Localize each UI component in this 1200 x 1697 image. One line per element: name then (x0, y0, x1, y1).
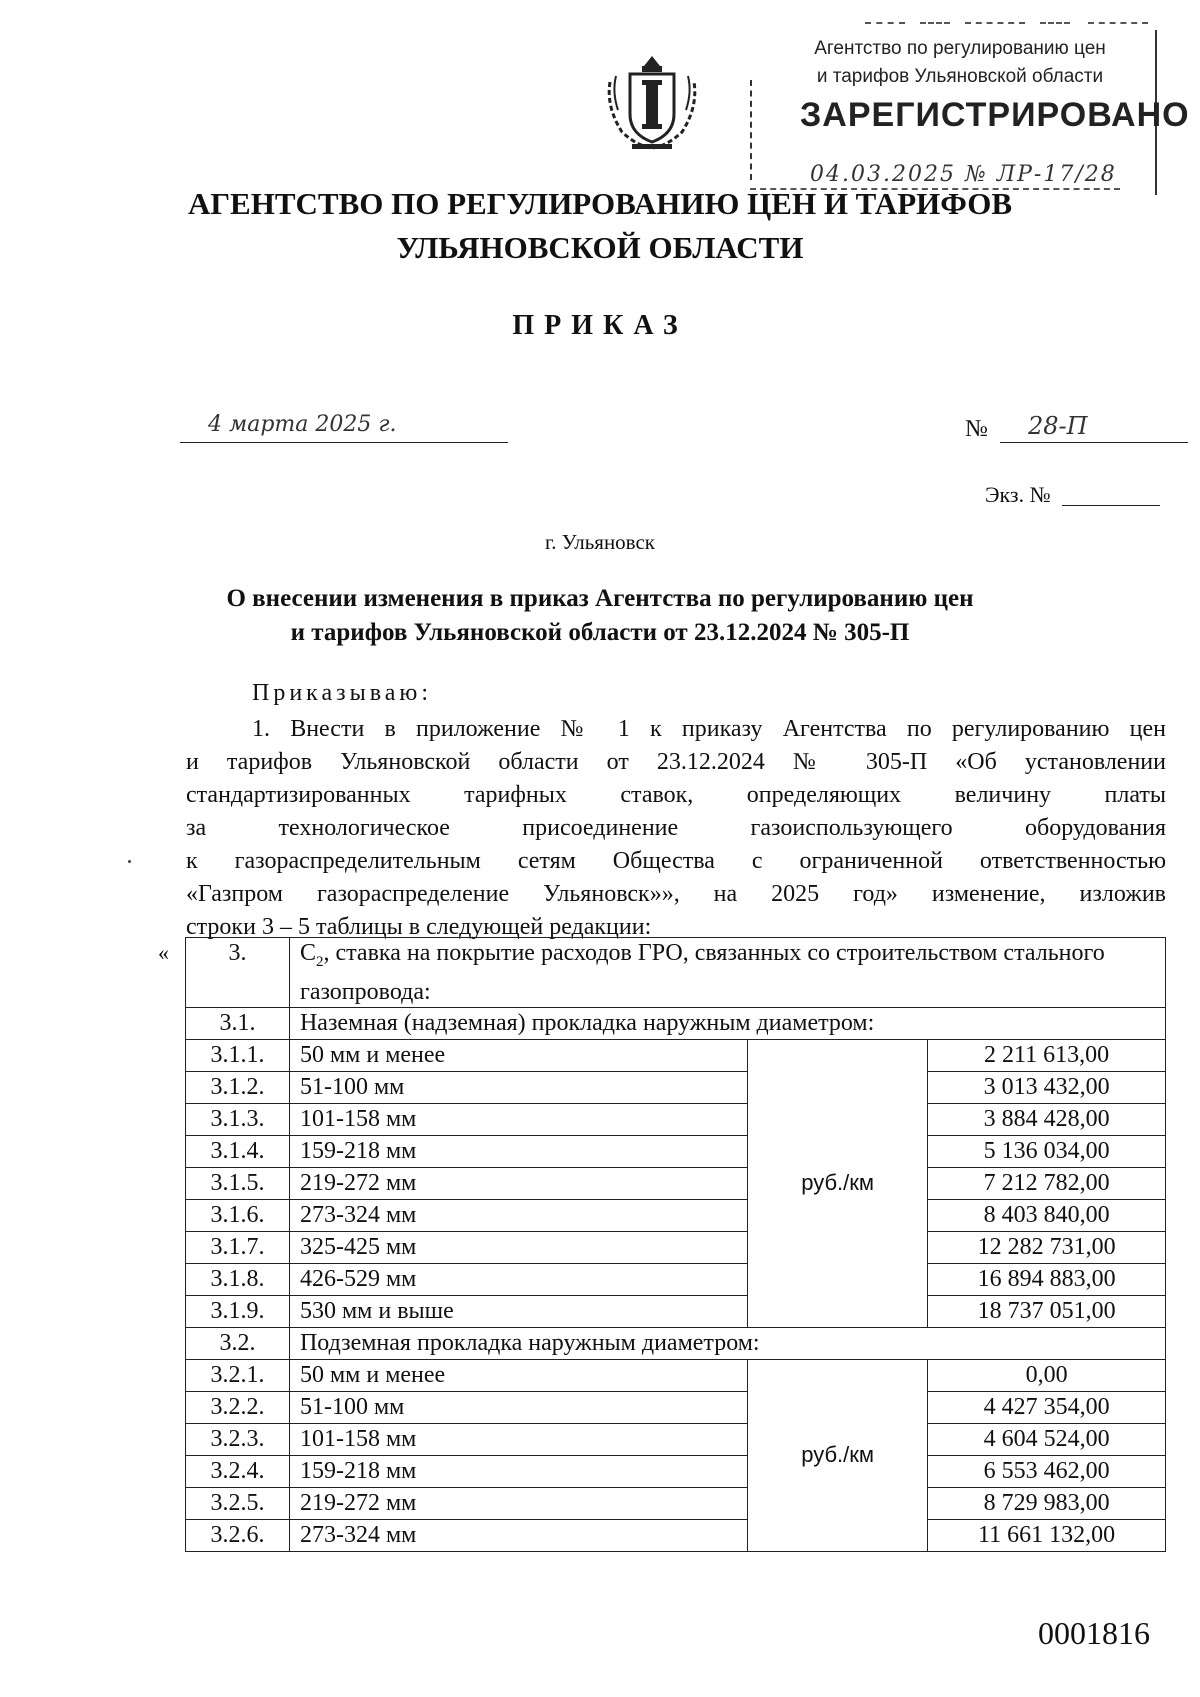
table-row (186, 1423, 1166, 1455)
table-row (186, 1039, 1166, 1071)
order-paragraph (186, 713, 1166, 944)
order-subject-line-2: и тарифов Ульяновской области от 23.12.2024 № 305-П (290, 619, 910, 646)
paragraph-line: «Газпром газораспределение Ульяновск»», на 2025 год» изменение, изложив (186, 881, 1166, 907)
paragraph-line: за технологическое присоединение газоиспользующего оборудования (186, 815, 1166, 841)
order-number-handwritten: 28-П (1000, 412, 1188, 443)
row-number: 3.1.1. (186, 1039, 290, 1071)
row-description: 50 мм и менее (289, 1039, 747, 1071)
order-subject (0, 582, 1200, 650)
document-type: ПРИКАЗ (512, 310, 688, 341)
order-date-handwritten: 4 марта 2025 г. (180, 412, 508, 443)
paragraph-line: стандартизированных тарифных ставок, определяющих величину платы (186, 782, 1166, 808)
registration-stamp (770, 20, 1190, 198)
row-value: 8 403 840,00 (928, 1199, 1166, 1231)
table-row (186, 1199, 1166, 1231)
row-description: 273-324 мм (289, 1199, 747, 1231)
table-row (186, 1263, 1166, 1295)
row-number: 3.2.5. (186, 1487, 290, 1519)
stamp-title: ЗАРЕГИСТРИРОВАНО (800, 96, 1190, 134)
row-value: 7 212 782,00 (928, 1167, 1166, 1199)
row-number: 3. (186, 938, 290, 1008)
row-value: 6 553 462,00 (928, 1455, 1166, 1487)
tariff-table (185, 937, 1166, 1552)
row-value: 2 211 613,00 (928, 1039, 1166, 1071)
orders-label: Приказываю: (252, 680, 432, 706)
row-description: 325-425 мм (289, 1231, 747, 1263)
row-number: 3.2.1. (186, 1359, 290, 1391)
table-row (186, 1071, 1166, 1103)
row-value: 4 427 354,00 (928, 1391, 1166, 1423)
row-number: 3.2.3. (186, 1423, 290, 1455)
row-number: 3.2.6. (186, 1519, 290, 1551)
agency-name-line-1: АГЕНТСТВО ПО РЕГУЛИРОВАНИЮ ЦЕН И ТАРИФОВ (187, 186, 1013, 221)
row-value: 3 013 432,00 (928, 1071, 1166, 1103)
quote-open: « (158, 940, 169, 965)
unit-cell: руб./км (748, 1359, 928, 1551)
agency-name-line-2: УЛЬЯНОВСКОЙ ОБЛАСТИ (396, 230, 804, 265)
row-number: 3.1.8. (186, 1263, 290, 1295)
row-number: 3.1.6. (186, 1199, 290, 1231)
table-row (186, 1519, 1166, 1551)
row-description: 159-218 мм (289, 1135, 747, 1167)
row-description: 219-272 мм (289, 1167, 747, 1199)
row-number: 3.2. (186, 1327, 290, 1359)
row-description: 159-218 мм (289, 1455, 747, 1487)
paragraph-line: к газораспределительным сетям Общества с ограниченной ответственностью (186, 848, 1166, 874)
row-value: 18 737 051,00 (928, 1295, 1166, 1327)
row-value: 4 604 524,00 (928, 1423, 1166, 1455)
row-description: $C_2$, ставка на покрытие расходов ГРО, связанных со строительством стального газопровода: (289, 938, 1165, 1008)
table-row (186, 1487, 1166, 1519)
row-description: 101-158 мм (289, 1103, 747, 1135)
table-row (186, 1455, 1166, 1487)
copy-number-blank (1062, 505, 1160, 506)
table-row (186, 1359, 1166, 1391)
row-number: 3.1. (186, 1007, 290, 1039)
table-row (186, 1231, 1166, 1263)
row-description: 530 мм и выше (289, 1295, 747, 1327)
table-row (186, 1295, 1166, 1327)
table-row (186, 1167, 1166, 1199)
row-number: 3.2.4. (186, 1455, 290, 1487)
table-row (186, 938, 1166, 1008)
table-row (186, 1327, 1166, 1359)
row-description: 426-529 мм (289, 1263, 747, 1295)
copy-number-label: Экз. № (985, 482, 1051, 507)
row-number: 3.1.9. (186, 1295, 290, 1327)
row-value: 12 282 731,00 (928, 1231, 1166, 1263)
row-description: Подземная прокладка наружным диаметром: (289, 1327, 1165, 1359)
row-description: 51-100 мм (289, 1391, 747, 1423)
paragraph-line: 1. Внести в приложение № 1 к приказу Агентства по регулированию цен (252, 716, 1166, 742)
row-value: 11 661 132,00 (928, 1519, 1166, 1551)
row-number: 3.1.5. (186, 1167, 290, 1199)
stamp-line-2: и тарифов Ульяновской области (816, 66, 1104, 87)
table-row (186, 1103, 1166, 1135)
row-value: 16 894 883,00 (928, 1263, 1166, 1295)
order-subject-line-1: О внесении изменения в приказ Агентства по регулированию цен (226, 585, 974, 612)
unit-cell: руб./км (748, 1039, 928, 1327)
row-value: 8 729 983,00 (928, 1487, 1166, 1519)
city: г. Ульяновск (544, 530, 655, 554)
row-description: 51-100 мм (289, 1071, 747, 1103)
row-value: 3 884 428,00 (928, 1103, 1166, 1135)
stamp-registration-handwritten: 04.03.2025 № ЛР-17/28 (810, 162, 1117, 187)
row-number: 3.1.4. (186, 1135, 290, 1167)
document-serial-number: 0001816 (1038, 1615, 1150, 1651)
order-number-label: № (965, 416, 988, 442)
row-value: 5 136 034,00 (928, 1135, 1166, 1167)
row-description: 50 мм и менее (289, 1359, 747, 1391)
table-row (186, 1007, 1166, 1039)
coat-of-arms-emblem (602, 52, 702, 152)
stamp-line-1: Агентство по регулированию цен (814, 38, 1106, 59)
table-row (186, 1391, 1166, 1423)
row-number: 3.1.7. (186, 1231, 290, 1263)
row-description: 273-324 мм (289, 1519, 747, 1551)
row-value: 0,00 (928, 1359, 1166, 1391)
table-row (186, 1135, 1166, 1167)
margin-mark (128, 860, 131, 863)
row-number: 3.2.2. (186, 1391, 290, 1423)
row-description: 219-272 мм (289, 1487, 747, 1519)
paragraph-line: строки 3 – 5 таблицы в следующей редакции: (186, 914, 652, 940)
row-description: Наземная (надземная) прокладка наружным диаметром: (289, 1007, 1165, 1039)
row-number: 3.1.2. (186, 1071, 290, 1103)
paragraph-line: и тарифов Ульяновской области от 23.12.2024 № 305-П «Об установлении (186, 749, 1166, 775)
row-description: 101-158 мм (289, 1423, 747, 1455)
row-number: 3.1.3. (186, 1103, 290, 1135)
